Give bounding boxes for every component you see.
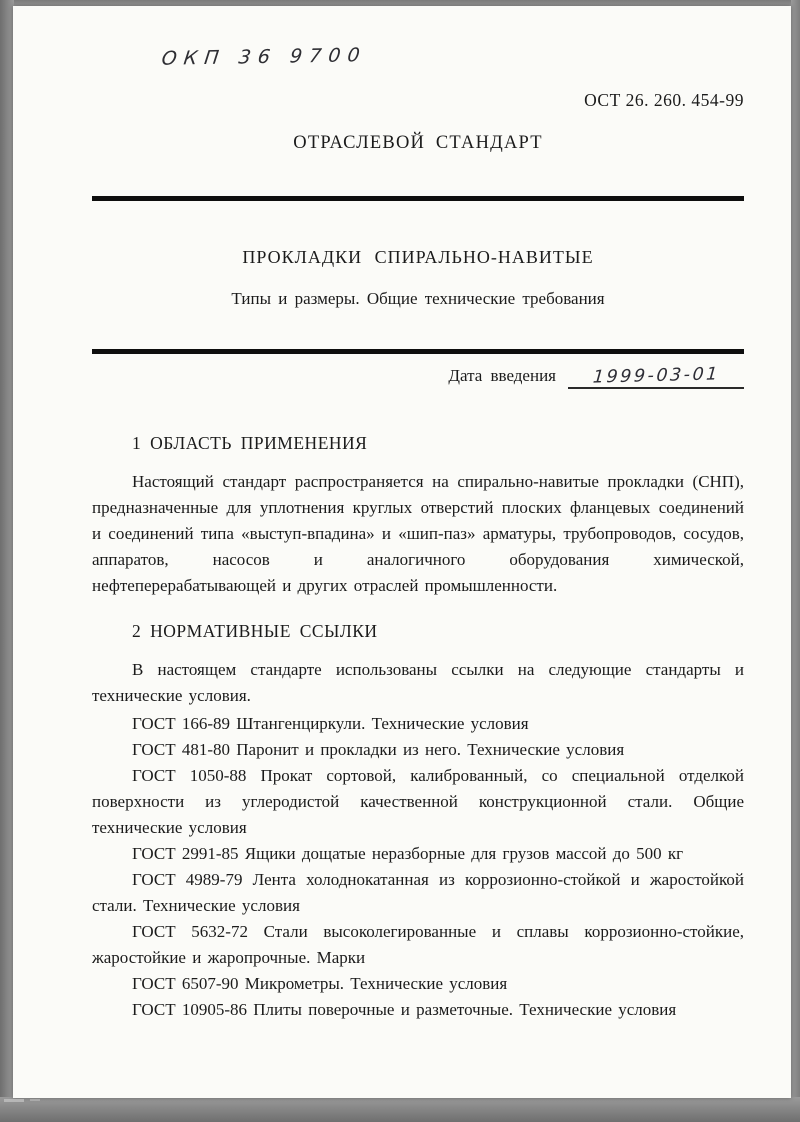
scan-edge-bottom xyxy=(0,1097,800,1122)
introduction-date-row xyxy=(92,366,744,389)
reference-item: ГОСТ 6507-90 Микрометры. Технические условия xyxy=(132,974,508,993)
section-1-paragraph: Настоящий стандарт распространяется на спирально-навитые прокладки (СНП), предназначенные для уплотнения круглых отверстий плоских фланцевых соединений и соединений типа «выступ-впадина» и «шип-паз» арматуры, трубопроводов, сосудов, аппаратов, насосов и аналогичного оборудования химической, нефтеперерабатывающей и других отраслей промышленности. xyxy=(92,472,744,595)
horizontal-rule-bottom xyxy=(92,349,744,354)
date-label: Дата введения xyxy=(448,366,556,385)
scan-artifact xyxy=(30,1099,40,1101)
reference-item: ГОСТ 1050-88 Прокат сортовой, калиброванный, со специальной отделкой поверхности из углеродистой качественной конструкционной стали. Общие технические условия xyxy=(92,766,744,837)
standard-number: ОСТ 26. 260. 454-99 xyxy=(584,90,744,110)
date-underline xyxy=(568,366,744,389)
document-subtitle: Типы и размеры. Общие технические требования xyxy=(231,289,605,308)
scan-edge-left xyxy=(0,0,14,1122)
document-title: ПРОКЛАДКИ СПИРАЛЬНО-НАВИТЫЕ xyxy=(242,247,594,267)
document-page xyxy=(13,6,791,1098)
reference-item: ГОСТ 481-80 Паронит и прокладки из него. Технические условия xyxy=(132,740,625,759)
reference-item: ГОСТ 5632-72 Стали высоколегированные и сплавы коррозионно-стойкие, жаростойкие и жаропрочные. Марки xyxy=(92,922,744,967)
scan-artifact xyxy=(4,1099,24,1102)
okp-handwritten-note: ОКП 36 9700 xyxy=(160,44,368,70)
section-2-heading: 2 НОРМАТИВНЫЕ ССЫЛКИ xyxy=(132,621,378,641)
reference-item: ГОСТ 4989-79 Лента холоднокатанная из коррозионно-стойкой и жаростойкой стали. Технические условия xyxy=(92,870,744,915)
page-content xyxy=(13,6,791,1023)
reference-item: ГОСТ 166-89 Штангенциркули. Технические условия xyxy=(132,714,529,733)
reference-item: ГОСТ 10905-86 Плиты поверочные и разметочные. Технические условия xyxy=(132,1000,677,1019)
references-list xyxy=(92,711,744,1023)
horizontal-rule-top xyxy=(92,196,744,201)
date-handwritten-value: 1999-03-01 xyxy=(591,364,721,388)
section-1-heading: 1 ОБЛАСТЬ ПРИМЕНЕНИЯ xyxy=(132,433,368,453)
standard-kind-heading: ОТРАСЛЕВОЙ СТАНДАРТ xyxy=(293,133,543,153)
reference-item: ГОСТ 2991-85 Ящики дощатые неразборные для грузов массой до 500 кг xyxy=(132,844,684,863)
section-2-paragraph: В настоящем стандарте использованы ссылки на следующие стандарты и технические условия. xyxy=(92,660,744,705)
scan-edge-right xyxy=(791,0,800,1122)
